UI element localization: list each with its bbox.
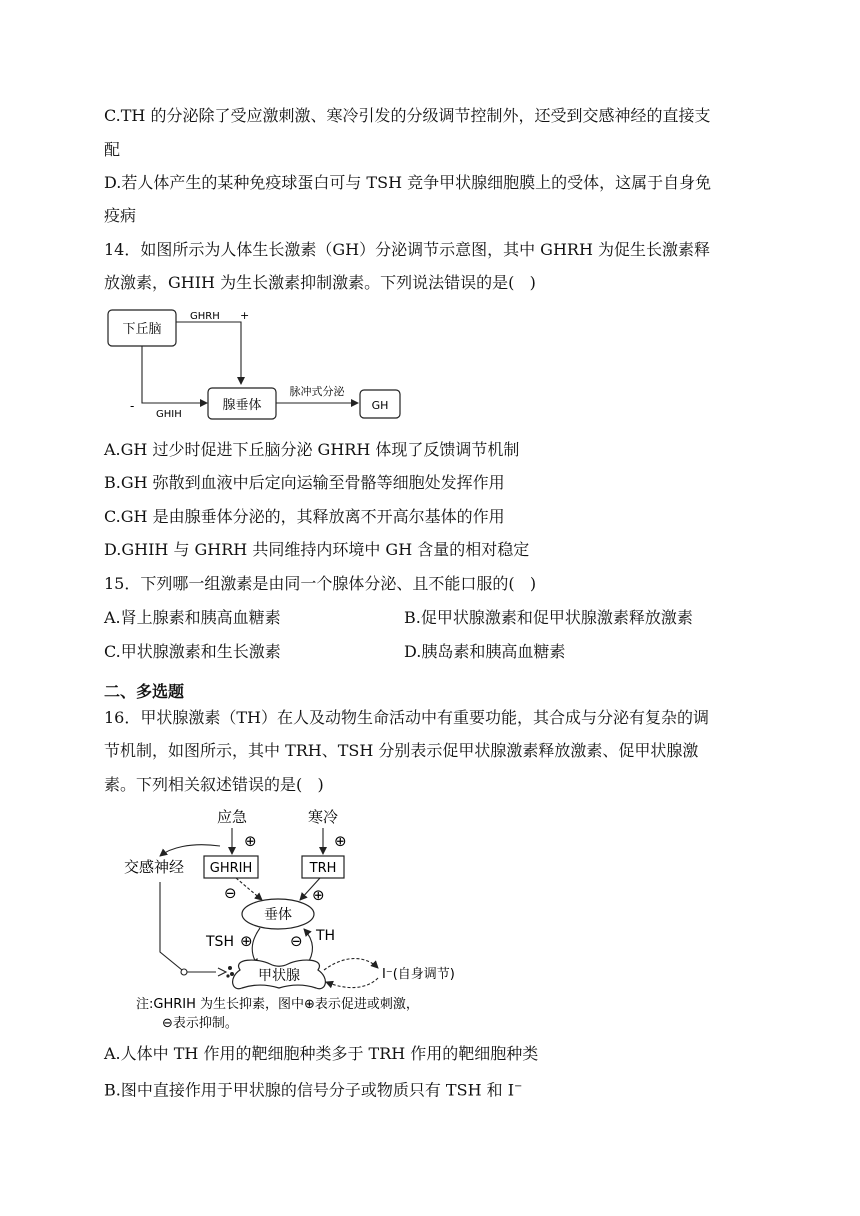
q15-option-b: B.促甲状腺激素和促甲状腺激素释放激素 [404, 608, 693, 627]
q13-option-d-line2: 疫病 [104, 206, 137, 225]
pituitary-label: 垂体 [264, 907, 292, 923]
iodide-label: I⁻(自身调节) [382, 967, 455, 982]
q13-option-c-line1: C.TH 的分泌除了受应激刺激、寒冷引发的分级调节控制外，还受到交感神经的直接支 [104, 106, 711, 125]
thyroid-label: 甲状腺 [258, 968, 300, 984]
th-regulation-diagram [120, 802, 500, 1034]
tsh-label: TSH [206, 934, 234, 950]
ghrih-label: GHRIH [209, 861, 253, 876]
q16-stem-line3: 素。下列相关叙述错误的是( ) [104, 775, 324, 794]
trh-label: TRH [309, 861, 337, 876]
stress-label: 应急 [216, 808, 248, 826]
q14-option-c: C.GH 是由腺垂体分泌的，其释放离不开高尔基体的作用 [104, 507, 505, 526]
q15-stem: 15．下列哪一组激素是由同一个腺体分泌、且不能口服的( ) [104, 574, 537, 593]
sympathetic-nerve-label: 交感神经 [124, 858, 185, 876]
q15-option-a: A.肾上腺素和胰高血糖素 [104, 608, 281, 627]
q16-stem-line1: 16．甲状腺激素（TH）在人及动物生命活动中有重要功能，其合成与分泌有复杂的调 [104, 708, 709, 727]
cold-plus-sign: ⊕ [334, 832, 347, 850]
ghih-label: GHIH [156, 409, 182, 420]
pituitary-label: 腺垂体 [222, 398, 262, 413]
q13-option-d-line1: D.若人体产生的某种免疫球蛋白可与 TSH 竞争甲状腺细胞膜上的受体，这属于自身免 [104, 173, 712, 192]
gh-regulation-diagram [100, 300, 410, 428]
q16-option-b-sup: − [514, 1081, 523, 1092]
q14-stem-line1: 14．如图所示为人体生长激素（GH）分泌调节示意图，其中 GHRH 为促生长激素释 [104, 240, 711, 259]
q14-stem-line2: 放激素，GHIH 为生长激素抑制激素。下列说法错误的是( ) [104, 273, 536, 292]
q15-option-c: C.甲状腺激素和生长激素 [104, 642, 281, 661]
q14-option-d: D.GHIH 与 GHRH 共同维持内环境中 GH 含量的相对稳定 [104, 540, 530, 559]
pulse-secretion-label: 脉冲式分泌 [289, 385, 345, 398]
q16-option-b-text: B.图中直接作用于甲状腺的信号分子或物质只有 TSH 和 I [104, 1080, 515, 1100]
q16-option-b [104, 1077, 800, 1100]
th-minus-sign: ⊖ [290, 932, 303, 950]
q15-option-d: D.胰岛素和胰高血糖素 [404, 642, 566, 661]
q16-stem-line2: 节机制，如图所示，其中 TRH、TSH 分别表示促甲状腺激素释放激素、促甲状腺激 [104, 741, 699, 760]
diagram-note-line1: 注:GHRIH 为生长抑素，图中⊕表示促进或刺激， [136, 997, 419, 1012]
ghrih-minus-sign: ⊖ [224, 884, 237, 902]
th-label: TH [316, 928, 336, 944]
q14-option-b: B.GH 弥散到血液中后定向运输至骨骼等细胞处发挥作用 [104, 473, 505, 492]
stress-plus-sign: ⊕ [244, 832, 257, 850]
q13-option-c-line2: 配 [104, 140, 121, 159]
ghrh-label: GHRH [190, 311, 220, 322]
section-title-multiple-choice: 二、多选题 [104, 682, 185, 701]
gh-label: GH [371, 399, 389, 412]
tsh-plus-sign: ⊕ [240, 932, 253, 950]
trh-plus-sign: ⊕ [312, 886, 325, 904]
q14-option-a: A.GH 过少时促进下丘脑分泌 GHRH 体现了反馈调节机制 [104, 440, 520, 459]
cold-label: 寒冷 [307, 808, 339, 826]
diagram-note-line2: ⊖表示抑制。 [162, 1016, 238, 1031]
hypothalamus-label: 下丘脑 [122, 322, 162, 337]
ghih-minus-sign: - [130, 399, 135, 413]
ghrh-plus-sign: + [240, 309, 250, 322]
q16-option-a: A.人体中 TH 作用的靶细胞种类多于 TRH 作用的靶细胞种类 [104, 1044, 539, 1063]
